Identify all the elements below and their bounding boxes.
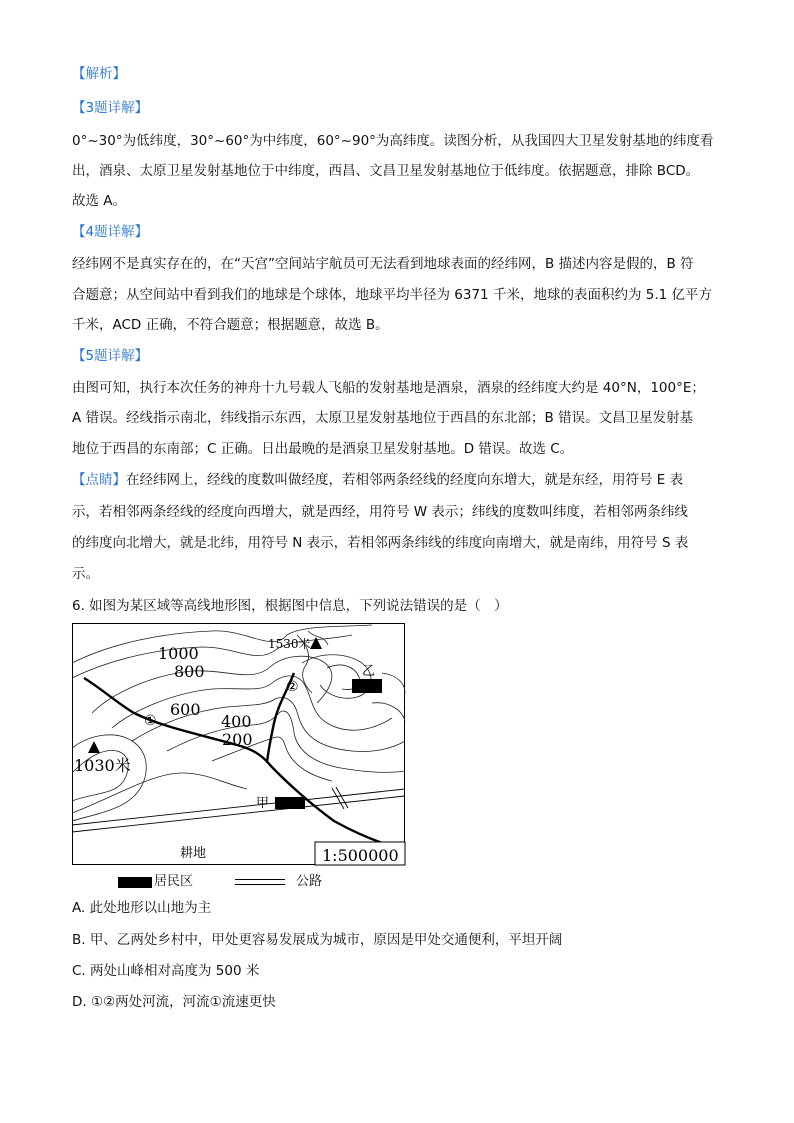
tip-line-4: 示。 <box>72 566 99 582</box>
question-stem: 6. 如图为某区域等高线地形图，根据图中信息，下列说法错误的是（ ） <box>72 598 508 614</box>
village-a-label: 甲 <box>256 796 270 811</box>
river-mark-1: ① <box>144 713 157 729</box>
contour-label: 1000 <box>158 644 199 663</box>
q5-header: 【5题详解】 <box>72 348 149 364</box>
road-legend-label: 公路 <box>296 874 323 889</box>
q4-header: 【4题详解】 <box>72 224 149 240</box>
q4-line-1: 经纬网不是真实存在的，在“天宫”空间站宇航员可无法看到地球表面的经纬网，B 描述内容是假的，B 符 <box>72 256 694 272</box>
q3-line-3: 故选 A。 <box>72 193 127 209</box>
contour-map <box>72 623 406 866</box>
option-d: D. ①②两处河流，河流①流速更快 <box>72 994 276 1010</box>
tip-line-2: 示，若相邻两条经线的经度向西增大，就是西经，用符号 W 表示；纬线的度数叫纬度，若相邻两条纬线 <box>72 504 688 520</box>
farmland-label: 耕地 <box>180 846 207 861</box>
q3-line-2: 出，酒泉、太原卫星发射基地位于中纬度，西昌、文昌卫星发射基地位于低纬度。依据题意，排除 BCD。 <box>72 163 700 179</box>
option-a: A. 此处地形以山地为主 <box>72 900 212 916</box>
tip-header: 【点睛】 <box>72 472 126 488</box>
tip-line-3: 的纬度向北增大，就是北纬，用符号 N 表示，若相邻两条纬线的纬度向南增大，就是南纬，用符号 S 表 <box>72 535 689 551</box>
q4-line-2: 合题意；从空间站中看到我们的地球是个球体，地球平均半径为 6371 千米，地球的表面积约为 5.1 亿平方 <box>72 287 712 303</box>
contour-label: 200 <box>222 730 253 749</box>
road-legend-symbol <box>235 879 285 885</box>
contour-label: 800 <box>174 662 205 681</box>
option-b: B. 甲、乙两处乡村中，甲处更容易发展成为城市，原因是甲处交通便利，平坦开阔 <box>72 932 563 948</box>
q5-line-1: 由图可知，执行本次任务的神舟十九号载人飞船的发射基地是酒泉，酒泉的经纬度大约是 40°N，100°E； <box>72 380 705 396</box>
settlement-a <box>275 797 305 809</box>
q3-line-1: 0°~30°为低纬度，30°~60°为中纬度，60°~90°为高纬度。读图分析，从我国四大卫星发射基地的纬度看 <box>72 133 714 149</box>
q5-line-2: A 错误。经线指示南北，纬线指示东西，太原卫星发射基地位于西昌的东北部；B 错误。文昌卫星发射基 <box>72 410 694 426</box>
q4-line-3: 千米，ACD 正确，不符合题意；根据题意，故选 B。 <box>72 317 389 333</box>
settlement-b <box>352 679 382 693</box>
analysis-header: 【解析】 <box>72 66 126 82</box>
contour-label: 400 <box>221 712 252 731</box>
settlement-legend-symbol <box>118 877 152 888</box>
q3-header: 【3题详解】 <box>72 100 149 116</box>
tip-first-text: 在经纬网上，经线的度数叫做经度，若相邻两条经线的经度向东增大，就是东经，用符号 E 表 <box>126 472 684 488</box>
q5-line-3: 地位于西昌的东南部；C 正确。日出最晚的是酒泉卫星发射基地。D 错误。故选 C。 <box>72 441 574 457</box>
scale-label: 1:500000 <box>322 846 399 865</box>
settlement-legend-label: 居民区 <box>154 874 194 889</box>
peak-left-label: 1030米 <box>74 756 131 775</box>
peak-right-label: 1530米 <box>268 637 311 651</box>
contour-label: 600 <box>170 700 201 719</box>
river-mark-2: ② <box>286 679 299 695</box>
tip-line-1 <box>72 470 683 490</box>
option-c: C. 两处山峰相对高度为 500 米 <box>72 963 260 979</box>
village-b-label: 乙 <box>362 664 376 679</box>
